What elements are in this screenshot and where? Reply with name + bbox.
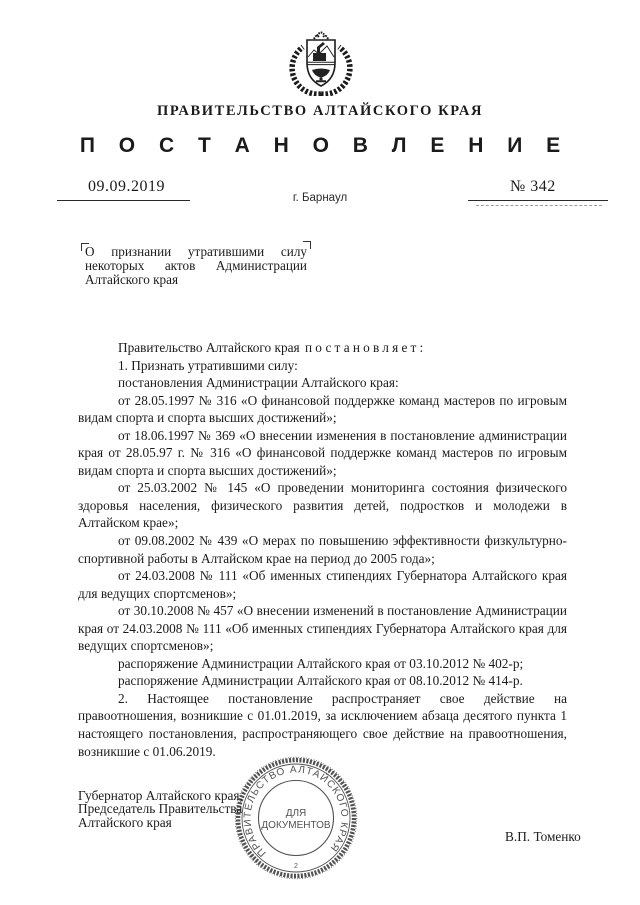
opening-prefix: Правительство Алтайского края — [118, 340, 300, 355]
paragraph-opening — [78, 339, 567, 357]
paragraph: от 30.10.2008 № 457 «О внесении изменений в постановление Администрации края от 24.03.2008 № 111 «Об именных стипендиях Губернатора Алтайского края для ведущих спортсменов»; — [78, 603, 567, 654]
stamp-number: 2 — [294, 863, 298, 870]
paragraph: от 24.03.2008 № 111 «Об именных стипендиях Губернатора Алтайского края для ведущих спортсменов»; — [78, 568, 567, 601]
doc-number: № 342 — [510, 178, 556, 195]
stamp-ring-text: ПРАВИТЕЛЬСТВО АЛТАЙСКОГО КРАЯ — [242, 764, 350, 859]
doc-date: 09.09.2019 — [88, 178, 165, 195]
paragraph: 2. Настоящее постановление распространяет свое действие на правоотношения, возникшие с 01.01.2019, за исключением абзаца десятого пункта 1 настоящего постановления, распространяющего свое действие на правоотношения, возникшие с 01.06.2019. — [78, 690, 567, 759]
body-text — [78, 339, 567, 760]
paragraph: от 09.08.2002 № 439 «О мерах по повышению эффективности физкультурно-спортивной работы в Алтайском крае на период до 2005 года»; — [78, 533, 567, 566]
signature-post-line: Алтайского края — [78, 814, 172, 830]
stamp-center-line2: ДОКУМЕНТОВ — [261, 820, 331, 831]
paragraph: распоряжение Администрации Алтайского края от 08.10.2012 № 414-р. — [118, 673, 523, 689]
doc-type-heading: П О С Т А Н О В Л Е Н И Е — [79, 134, 570, 157]
doc-title: О признании утратившими силу некоторых актов Администрации Алтайского края — [85, 244, 307, 287]
paragraph: распоряжение Администрации Алтайского края от 03.10.2012 № 402-р; — [118, 655, 524, 671]
paragraph: постановления Администрации Алтайского края: — [118, 375, 399, 391]
signature-name: В.П. Томенко — [505, 829, 581, 844]
paragraph: от 18.06.1997 № 369 «О внесении изменения в постановление администрации края от 28.05.97 г. № 316 «О финансовой поддержке команд мастеров по игровым видам спорта и спорта высших достижений»; — [78, 427, 567, 478]
round-stamp-icon — [231, 753, 361, 883]
opening-spaced-word: постановляет: — [304, 340, 427, 355]
signature-post-line: Председатель Правительства — [78, 801, 243, 817]
scan-noise-line — [476, 205, 602, 206]
stamp-center-line1: ДЛЯ — [285, 808, 307, 819]
doc-place: г. Барнаул — [292, 192, 348, 204]
paragraph: от 25.03.2002 № 145 «О проведении мониторинга состояния физического здоровья населения, физического развития детей, подростков и молодежи в Алтайском крае»; — [78, 480, 567, 531]
org-name: ПРАВИТЕЛЬСТВО АЛТАЙСКОГО КРАЯ — [156, 103, 484, 119]
altai-krai-coat-of-arms-icon — [288, 26, 354, 96]
paragraph: 1. Признать утратившими силу: — [118, 357, 298, 373]
signature-post-line: Губернатор Алтайского края, — [78, 788, 243, 803]
paragraph: от 28.05.1997 № 316 «О финансовой поддержке команд мастеров по игровым видам спорта и спорта высших достижений»; — [78, 392, 567, 426]
